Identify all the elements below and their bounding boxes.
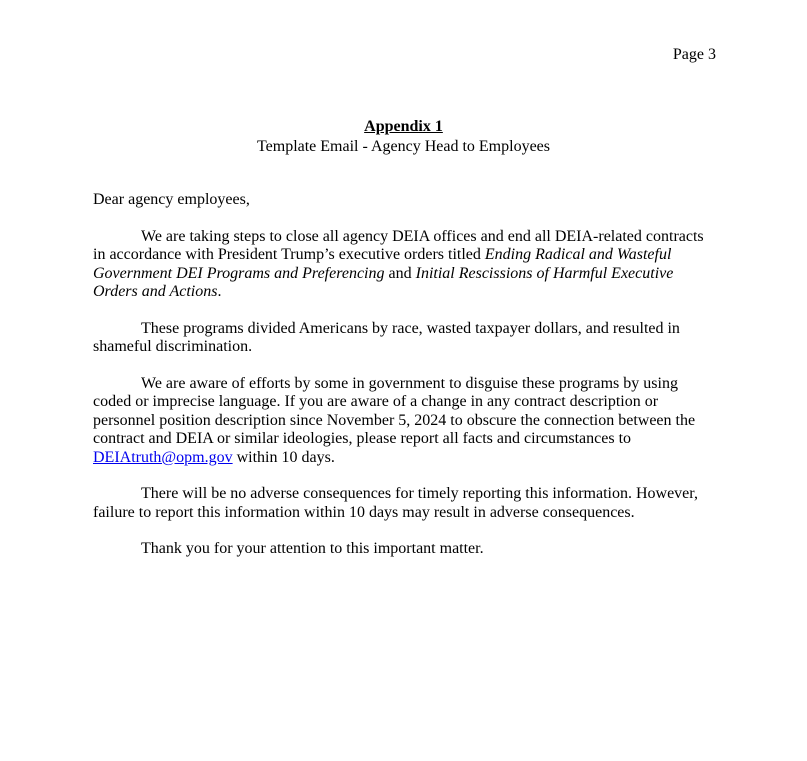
order-title-initial-rescissions: Initial Rescissions of Harmful Executive Orders and Actions xyxy=(93,264,674,300)
letter-body xyxy=(93,191,713,577)
report-email-link[interactable]: DEIAtruth@opm.gov xyxy=(93,448,233,466)
appendix-heading xyxy=(0,118,807,156)
appendix-subtitle: Template Email - Agency Head to Employees xyxy=(256,138,550,155)
appendix-title: Appendix 1 xyxy=(364,118,443,135)
paragraph-programs-divided: These programs divided Americans by race, wasted taxpayer dollars, and resulted in shameful discrimination. xyxy=(93,319,680,355)
p1-text-b: and xyxy=(384,264,416,282)
salutation: Dear agency employees, xyxy=(93,191,250,208)
p3-text-a: We are aware of efforts by some in government to disguise these programs by using coded or imprecise language. If you are aware of a change in any contract description or personnel position description since November 5, 2024 to obscure the connection between the contract and DEIA or similar ideologies, please report all facts and circumstances to xyxy=(93,374,696,447)
paragraph-thank-you: Thank you for your attention to this important matter. xyxy=(141,540,484,557)
p1-text-c: . xyxy=(217,283,222,300)
p1-text-a: We are taking steps to close all agency DEIA offices and end all DEIA-related contracts in accordance with President Trump’s executive orders titled xyxy=(93,227,704,263)
paragraph-consequences: There will be no adverse consequences for timely reporting this information. However, failure to report this information within 10 days may result in adverse consequences. xyxy=(93,485,698,521)
paragraph-executive-orders xyxy=(93,228,713,302)
order-title-ending-dei: Ending Radical and Wasteful Government DEI Programs and Preferencing xyxy=(93,246,672,282)
p3-text-b: within 10 days. xyxy=(232,448,335,466)
paragraph-report-request xyxy=(93,375,713,468)
page-number: Page 3 xyxy=(672,46,716,63)
